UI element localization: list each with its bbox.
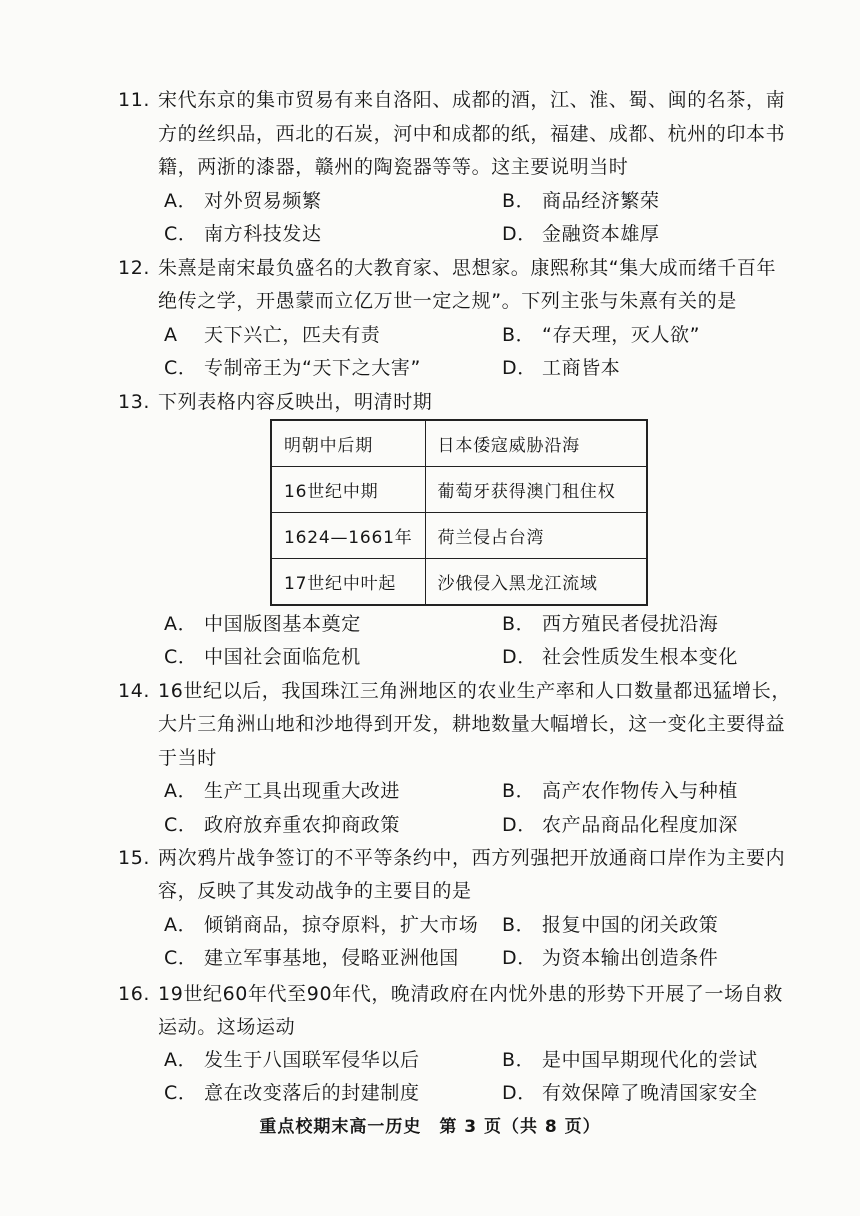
- question-text: 16世纪以后，我国珠江三角洲地区的农业生产率和人口数量都迅猛增长，: [158, 680, 791, 702]
- question-number: 11.: [118, 89, 151, 111]
- question-text: 两次鸦片战争签订的不平等条约中，西方列强把开放通商口岸作为主要内: [158, 847, 786, 869]
- option-12-b: B． “存天理，灭人欲”: [502, 324, 701, 346]
- table-row: [271, 559, 647, 606]
- events-table: [270, 419, 648, 606]
- table-cell-period: 明朝中后期: [271, 420, 425, 467]
- table-row: [271, 467, 647, 513]
- table-cell-period: 17世纪中叶起: [271, 559, 425, 606]
- option-14-b: B． 高产农作物传入与种植: [502, 780, 739, 802]
- question-number: 16.: [118, 983, 151, 1005]
- question-16-line-1: [118, 982, 783, 1006]
- option-11-c: C． 南方科技发达: [164, 223, 322, 245]
- option-11-a: A． 对外贸易频繁: [164, 190, 322, 212]
- option-14-c: C． 政府放弃重农抑商政策: [164, 814, 401, 836]
- table-cell-event: 葡萄牙获得澳门租住权: [425, 467, 647, 513]
- question-15-line-1: [118, 846, 785, 870]
- table-cell-period: 1624—1661年: [271, 513, 425, 559]
- question-text: 19世纪60年代至90年代，晚清政府在内忧外患的形势下开展了一场自救: [158, 983, 783, 1005]
- option-15-d: D． 为资本输出创造条件: [502, 947, 719, 969]
- table-row: [271, 420, 647, 467]
- question-text: 宋代东京的集市贸易有来自洛阳、成都的酒，江、淮、蜀、闽的名茶，南: [158, 89, 786, 111]
- question-14-line-2: 大片三角洲山地和沙地得到开发，耕地数量大幅增长，这一变化主要得益: [158, 713, 786, 735]
- question-16-line-2: 运动。这场运动: [158, 1016, 296, 1038]
- option-12-a: A 天下兴亡，匹夫有责: [164, 324, 381, 346]
- question-15-line-2: 容，反映了其发动战争的主要目的是: [158, 880, 472, 902]
- question-14-line-1: [118, 679, 791, 703]
- option-16-a: A． 发生于八国联军侵华以后: [164, 1049, 420, 1071]
- option-14-d: D． 农产品商品化程度加深: [502, 814, 739, 836]
- question-13-line-1: [118, 390, 432, 414]
- question-14-line-3: 于当时: [158, 747, 217, 769]
- question-number: 15.: [118, 847, 151, 869]
- table-row: [271, 513, 647, 559]
- option-13-b: B． 西方殖民者侵扰沿海: [502, 613, 719, 635]
- option-15-a: A． 倾销商品，掠夺原料，扩大市场: [164, 914, 479, 936]
- option-15-c: C． 建立军事基地，侵略亚洲他国: [164, 947, 459, 969]
- question-number: 13.: [118, 391, 151, 413]
- option-16-b: B． 是中国早期现代化的尝试: [502, 1049, 758, 1071]
- page-footer: 重点校期末高一历史 第 3 页（共 8 页）: [259, 1117, 601, 1137]
- question-11-line-3: 籍，两浙的漆器，赣州的陶瓷器等等。这主要说明当时: [158, 156, 629, 178]
- option-11-b: B． 商品经济繁荣: [502, 190, 660, 212]
- question-12-line-1: [118, 256, 776, 280]
- question-text: 下列表格内容反映出，明清时期: [158, 391, 433, 413]
- question-12-line-2: 绝传之学，开愚蒙而立亿万世一定之规”。下列主张与朱熹有关的是: [158, 290, 737, 312]
- question-11-line-1: [118, 88, 785, 112]
- question-text: 朱熹是南宋最负盛名的大教育家、思想家。康熙称其“集大成而绪千百年: [158, 257, 777, 279]
- table-cell-event: 荷兰侵占台湾: [425, 513, 647, 559]
- option-13-d: D． 社会性质发生根本变化: [502, 646, 739, 668]
- option-13-c: C． 中国社会面临危机: [164, 646, 361, 668]
- question-number: 12.: [118, 257, 151, 279]
- option-14-a: A． 生产工具出现重大改进: [164, 780, 401, 802]
- option-12-d: D． 工商皆本: [502, 357, 621, 379]
- table-cell-period: 16世纪中期: [271, 467, 425, 513]
- question-number: 14.: [118, 680, 151, 702]
- option-16-c: C． 意在改变落后的封建制度: [164, 1082, 420, 1104]
- option-16-d: D． 有效保障了晚清国家安全: [502, 1082, 758, 1104]
- table-cell-event: 沙俄侵入黑龙江流域: [425, 559, 647, 606]
- option-15-b: B． 报复中国的闭关政策: [502, 914, 719, 936]
- option-13-a: A． 中国版图基本奠定: [164, 613, 361, 635]
- question-11-line-2: 方的丝织品，西北的石炭，河中和成都的纸，福建、成都、杭州的印本书: [158, 123, 786, 145]
- option-11-d: D． 金融资本雄厚: [502, 223, 660, 245]
- option-12-c: C． 专制帝王为“天下之大害”: [164, 357, 421, 379]
- table-cell-event: 日本倭寇威胁沿海: [425, 420, 647, 467]
